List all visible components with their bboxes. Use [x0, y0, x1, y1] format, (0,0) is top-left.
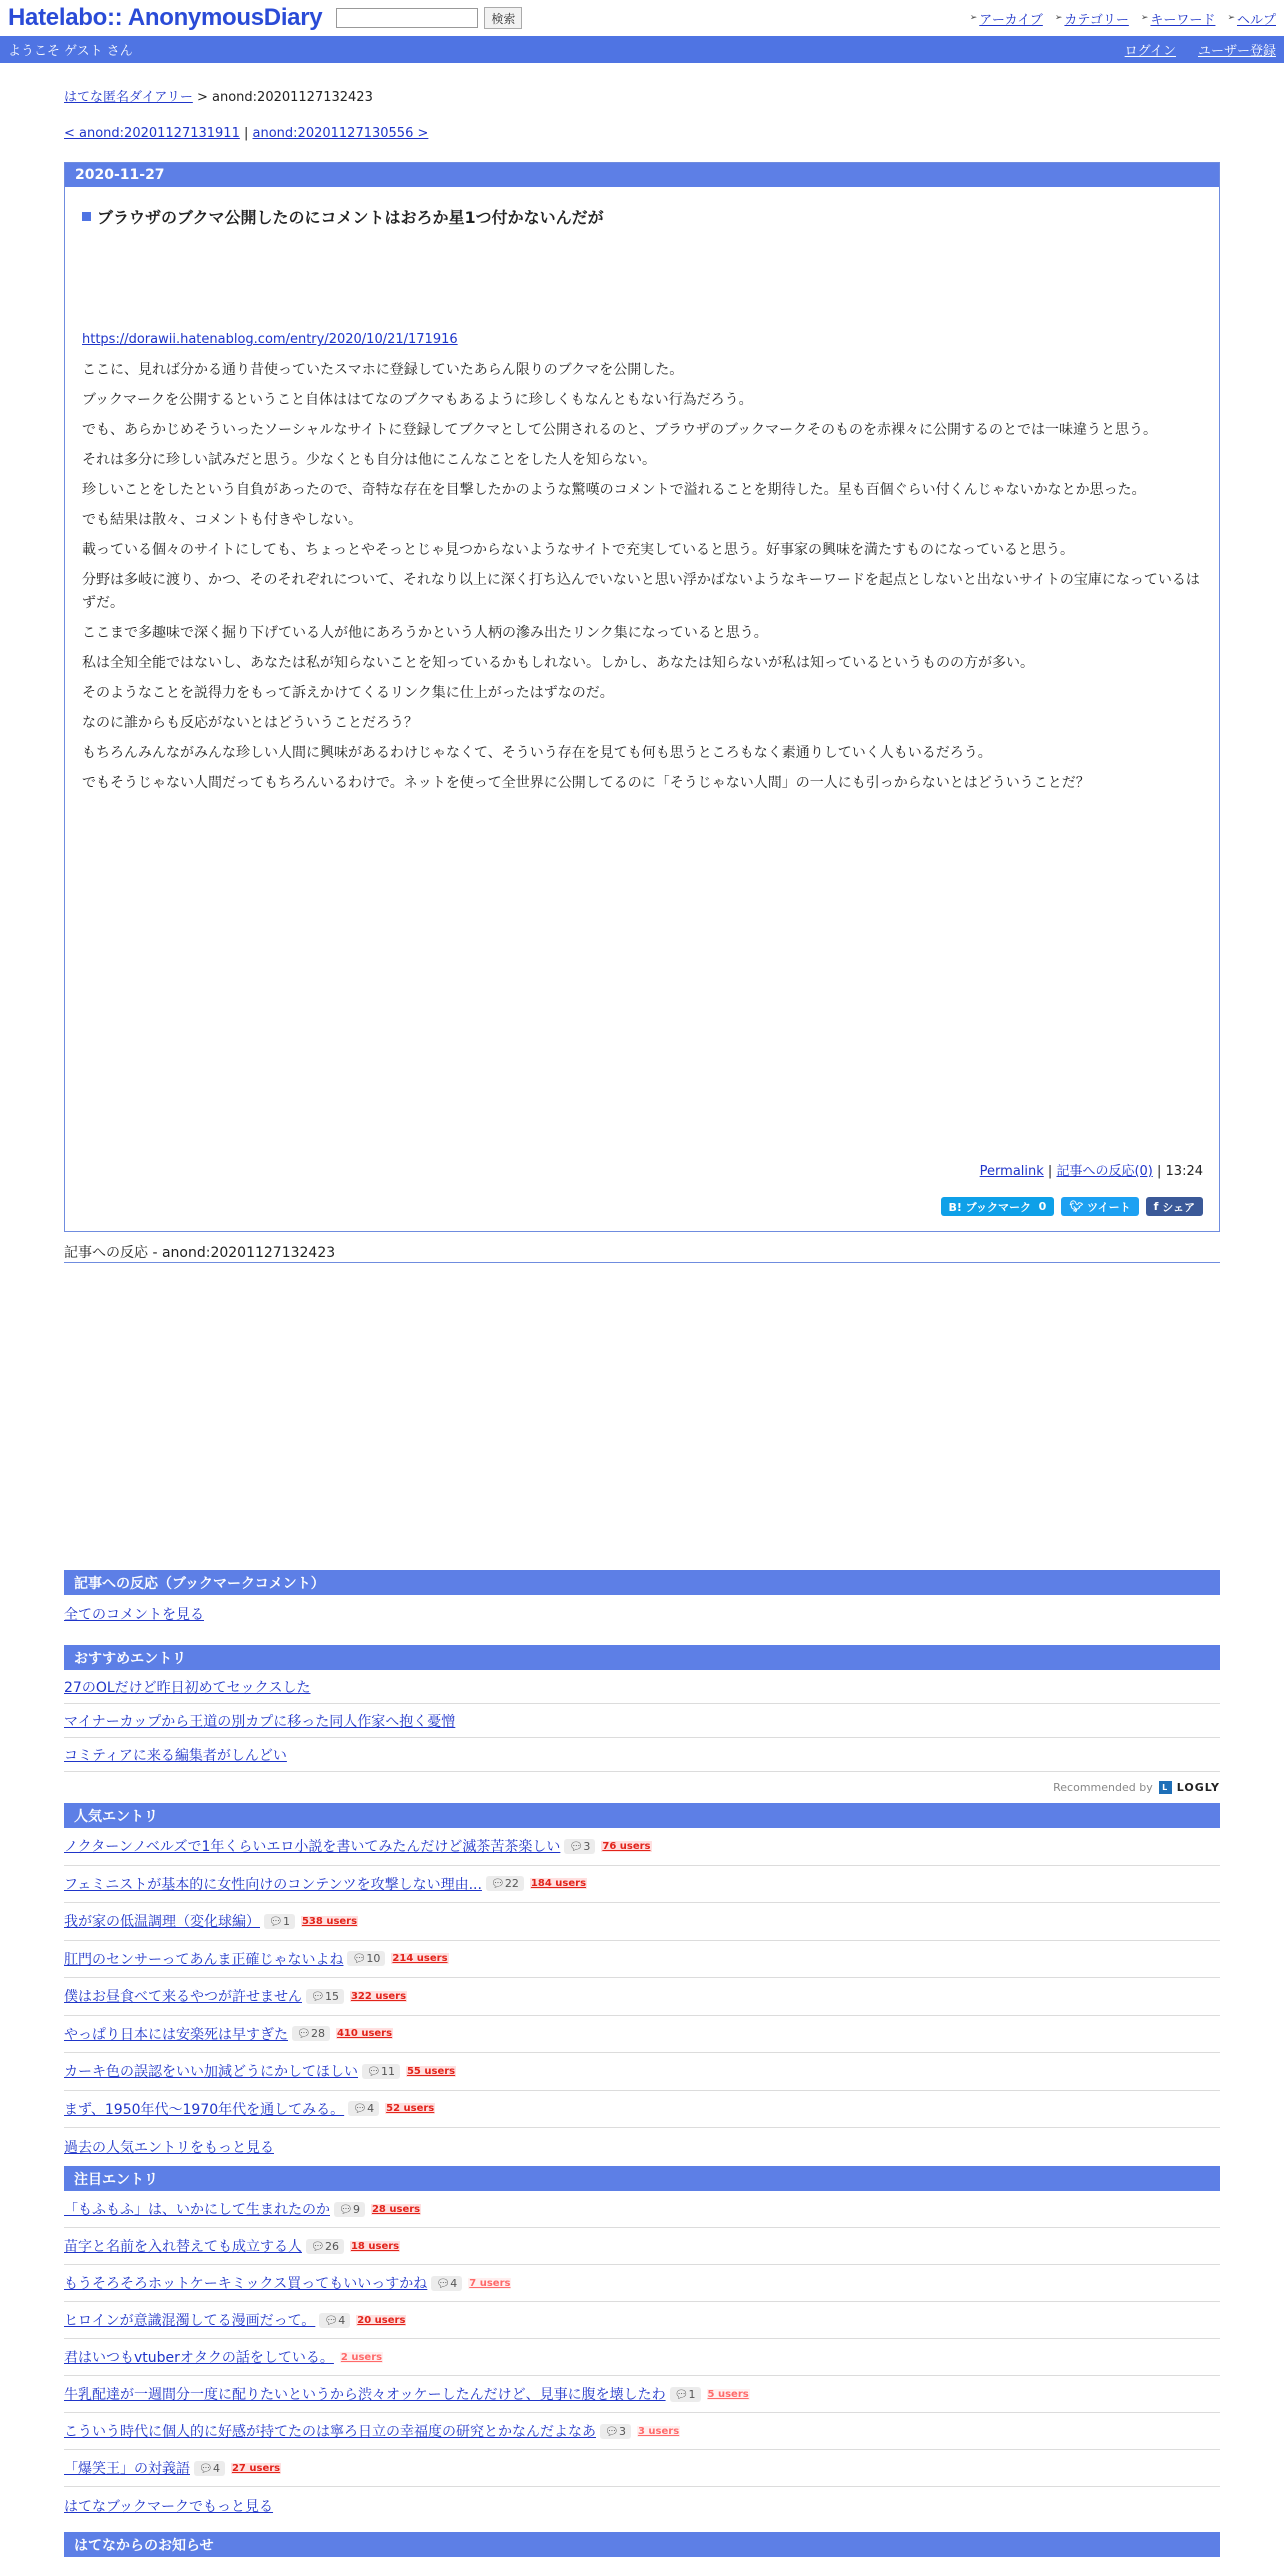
table-row: 我が家の低温調理（変化球編） 💬︎ 1 538 users [64, 1903, 1220, 1941]
paragraph: もちろんみんながみんな珍しい人間に興味があるわけじゃなくて、そういう存在を見ても何も思うところもなく素通りしていく人もいるだろう。 [82, 745, 992, 761]
paragraph: でも、あらかじめそういったソーシャルなサイトに登録してブクマとして公開されるのと、ブラウザのブックマークそのものを赤裸々に公開するのとでは一味違うと思う。 [82, 422, 1158, 438]
see-all-comments-link[interactable]: 全てのコメントを見る [64, 1607, 204, 1623]
bookmark-users[interactable]: 18 users [350, 2240, 400, 2252]
reactions-link[interactable]: 記事への反応(0) [1056, 1164, 1153, 1179]
bookmark-users[interactable]: 28 users [371, 2203, 421, 2215]
entry-meta: Permalink | 記事への反応(0) | 13:24 [979, 1164, 1203, 1179]
table-row: こういう時代に個人的に好感が持てたのは寧ろ日立の幸福度の研究とかなんだよなあ 💬︎ 3 3 users [64, 2413, 1220, 2450]
table-row: カーキ色の誤認をいい加減どうにかしてほしい 💬︎ 11 55 users [64, 2053, 1220, 2091]
arrow-icon: ➢ [969, 13, 978, 23]
hatena-bookmark-count: 0 [1038, 1200, 1047, 1213]
comment-count[interactable]: 💬︎ 10 [347, 1951, 385, 1966]
bookmark-users[interactable]: 214 users [392, 1953, 448, 1965]
top-nav [970, 9, 1276, 28]
entry-time: 13:24 [1165, 1164, 1203, 1179]
arrow-icon: ➢ [1227, 13, 1235, 23]
paragraph: 載っている個々のサイトにしても、ちょっとやそっとじゃ見つからないようなサイトで充実していると思う。好事家の興味を満たすものになっていると思う。 [82, 542, 1075, 558]
table-row: 君はいつもvtuberオタクの話をしている。 2 users [64, 2339, 1220, 2376]
facebook-icon: f [1153, 1200, 1159, 1213]
list-item: マイナーカップから王道の別カプに移った同人作家へ抱く憂憎 [64, 1704, 1220, 1738]
comment-count[interactable]: 💬︎ 4 [431, 2276, 462, 2291]
facebook-share-button[interactable]: f シェア [1146, 1197, 1203, 1216]
table-row: もうそろそろホットケーキミックス買ってもいいっすかね 💬︎ 4 7 users [64, 2265, 1220, 2302]
bookmark-users[interactable]: 322 users [350, 1990, 407, 2002]
list-item: 27のOLだけど昨日初めてセックスした [64, 1670, 1220, 1704]
top-bar [0, 0, 1284, 36]
bookmark-users[interactable]: 52 users [386, 2103, 435, 2115]
bookmark-comments-section [64, 1570, 1220, 1633]
nav-help[interactable]: ➢ ヘルプ [1227, 12, 1276, 28]
diary-day [64, 162, 1220, 1232]
comment-count[interactable]: 💬︎ 1 [670, 2387, 701, 2402]
reactions-title: 記事への反応 - anond:20201127132423 [64, 1242, 1220, 1263]
login-link[interactable]: ログイン [1124, 44, 1176, 59]
arrow-icon: ➢ [1054, 13, 1063, 23]
recommended-by: Recommended by L LOGLY [1053, 1780, 1220, 1794]
table-row: ノクターンノベルズで1年くらいエロ小説を書いてみたんだけど滅茶苦茶楽しい 💬︎ 3 76 users [64, 1828, 1220, 1866]
arrow-icon: ➢ [1140, 13, 1149, 23]
bookmark-users[interactable]: 7 users [469, 2277, 511, 2289]
notice-heading: はてなからのお知らせ [64, 2532, 1220, 2557]
recommended-section [64, 1645, 1220, 1802]
nav-archive[interactable]: ➢ アーカイブ [969, 12, 1043, 28]
paragraph: でも結果は散々、コメントも付きやしない。 [82, 512, 362, 528]
recommended-heading: おすすめエントリ [64, 1645, 1220, 1670]
notice-section [64, 2532, 1220, 2557]
popular-section [64, 1803, 1220, 2166]
table-row: フェミニストが基本的に女性向けのコンテンツを攻撃しない理由... 💬︎ 22 184 users [64, 1866, 1220, 1904]
table-row: 僕はお昼食べて来るやつが許せません 💬︎ 15 322 users [64, 1978, 1220, 2016]
table-row: 「爆笑王」の対義語 💬︎ 4 27 users [64, 2450, 1220, 2487]
prev-entry-link[interactable]: < anond:20201127131911 [64, 126, 240, 141]
search-button[interactable]: 検索 [484, 7, 522, 29]
bookmark-users[interactable]: 76 users [602, 1840, 651, 1852]
table-row: 「もふもふ」は、いかにして生まれたのか 💬︎ 9 28 users [64, 2191, 1220, 2228]
comment-count[interactable]: 💬︎ 15 [306, 1989, 344, 2004]
comment-count[interactable]: 💬︎ 4 [194, 2461, 225, 2476]
bookmark-users[interactable]: 410 users [336, 2028, 393, 2040]
welcome-text: ようこそ ゲスト さん [8, 44, 133, 59]
search-input[interactable] [336, 8, 478, 28]
entry-title: ブラウザのブクマ公開したのにコメントはおろか星1つ付かないんだが [82, 205, 1202, 228]
bookmark-users[interactable]: 3 users [637, 2425, 680, 2437]
hatena-bookmark-button[interactable]: B! ブックマーク 0 [941, 1197, 1055, 1216]
paragraph: 分野は多岐に渡り、かつ、そのそれぞれについて、それなり以上に深く打ち込んでいないと思い浮かばないようなキーワードを起点としないと出ないサイトの宝庫になっているはずだ。 [82, 572, 1200, 611]
table-row: やっぱり日本には安楽死は早すぎた 💬︎ 28 410 users [64, 2016, 1220, 2054]
paragraph: そのようなことを説得力をもって訴えかけてくるリンク集に仕上がったはずなのだ。 [82, 685, 614, 701]
permalink[interactable]: Permalink [979, 1164, 1044, 1179]
bookmark-users[interactable]: 538 users [301, 1915, 358, 1927]
table-row: 牛乳配達が一週間分一度に配りたいというから渋々オッケーしたんだけど、見事に腹を壊したわ 💬︎ 1 5 users [64, 2376, 1220, 2413]
nav-keyword[interactable]: ➢ キーワード [1140, 12, 1216, 28]
table-row: まず、1950年代〜1970年代を通してみる。 💬︎ 4 52 users [64, 2091, 1220, 2129]
table-row: 苗字と名前を入れ替えても成立する人 💬︎ 26 18 users [64, 2228, 1220, 2265]
bookmark-users[interactable]: 27 users [231, 2462, 281, 2474]
day-date: 2020-11-27 [65, 163, 1219, 187]
entry-pager: < anond:20201127131911 | anond:20201127130556 > [64, 126, 429, 141]
comment-count[interactable]: 💬︎ 22 [486, 1876, 524, 1891]
entry-url-link[interactable]: https://dorawii.hatenablog.com/entry/2020/10/21/171916 [82, 332, 458, 347]
hot-heading: 注目エントリ [64, 2166, 1220, 2191]
paragraph: ここまで多趣味で深く掘り下げている人が他にあろうかという人柄の滲み出たリンク集になっていると思う。 [82, 625, 768, 641]
paragraph: 珍しいことをしたという自負があったので、奇特な存在を目撃したかのような驚嘆のコメントで溢れることを期待した。星も百個ぐらい付くんじゃないかなとか思った。 [82, 482, 1146, 498]
comment-count[interactable]: 💬︎ 4 [319, 2313, 350, 2328]
table-row: 肛門のセンサーってあんま正確じゃないよね 💬︎ 10 214 users [64, 1941, 1220, 1979]
user-bar [0, 36, 1284, 63]
entry-body [82, 359, 1202, 795]
tweet-button[interactable]: 🐦︎ ツイート [1061, 1197, 1138, 1216]
breadcrumb: はてな匿名ダイアリー > anond:20201127132423 [64, 90, 373, 105]
table-row: ヒロインが意識混濁してる漫画だって。 💬︎ 4 20 users [64, 2302, 1220, 2339]
paragraph: 私は全知全能ではないし、あなたは私が知らないことを知っているかもしれない。しかし、あなたは知らないが私は知っているというものの方が多い。 [82, 655, 1034, 671]
register-link[interactable]: ユーザー登録 [1197, 44, 1276, 59]
comment-count[interactable]: 💬︎ 9 [334, 2202, 365, 2217]
breadcrumb-home[interactable]: はてな匿名ダイアリー [64, 90, 193, 105]
bookmark-users[interactable]: 2 users [340, 2351, 383, 2363]
paragraph: なのに誰からも反応がないとはどういうことだろう？ [82, 715, 418, 731]
twitter-icon: 🐦︎ [1069, 1200, 1084, 1213]
paragraph: ここに、見れば分かる通り昔使っていたスマホに登録していたあらん限りのブクマを公開した。 [82, 362, 684, 378]
bookmark-users[interactable]: 55 users [406, 2065, 456, 2077]
entry-square-icon[interactable] [82, 212, 91, 221]
list-item: コミティアに来る編集者がしんどい [64, 1738, 1220, 1772]
more-popular-link[interactable]: 過去の人気エントリをもっと見る [64, 2140, 274, 2156]
paragraph: それは多分に珍しい試みだと思う。少なくとも自分は他にこんなことをした人を知らない。 [82, 452, 656, 468]
bookmark-comments-heading: 記事への反応（ブックマークコメント） [64, 1570, 1220, 1595]
comment-count[interactable]: 💬︎ 28 [292, 2026, 330, 2041]
bookmark-users[interactable]: 5 users [707, 2388, 749, 2400]
breadcrumb-current: anond:20201127132423 [212, 90, 373, 105]
comment-count[interactable]: 💬︎ 3 [564, 1839, 595, 1854]
comment-count[interactable]: 💬︎ 3 [600, 2424, 631, 2439]
comment-count[interactable]: 💬︎ 1 [264, 1914, 295, 1929]
bookmark-users[interactable]: 184 users [530, 1878, 587, 1890]
popular-heading: 人気エントリ [64, 1803, 1220, 1828]
next-entry-link[interactable]: anond:20201127130556 > [252, 126, 429, 141]
nav-category[interactable]: ➢ カテゴリー [1054, 12, 1129, 28]
share-buttons [941, 1197, 1203, 1216]
comment-count[interactable]: 💬︎ 26 [306, 2239, 344, 2254]
paragraph: でもそうじゃない人間だってもちろんいるわけで。ネットを使って全世界に公開してるのに「そうじゃない人間」の一人にも引っからないとはどういうことだ？ [82, 775, 1090, 791]
more-hot-link[interactable]: はてなブックマークでもっと見る [64, 2499, 274, 2515]
site-logo[interactable]: Hatelabo:: AnonymousDiary [8, 4, 323, 31]
comment-count[interactable]: 💬︎ 11 [362, 2064, 400, 2079]
bookmark-users[interactable]: 20 users [357, 2314, 406, 2326]
logly-logo[interactable]: L LOGLY [1159, 1781, 1220, 1794]
paragraph: ブックマークを公開するということ自体ははてなのブクマもあるように珍しくもなんともない行為だろう。 [82, 392, 753, 408]
logly-icon: L [1159, 1781, 1172, 1794]
hot-section [64, 2166, 1220, 2525]
comment-count[interactable]: 💬︎ 4 [348, 2101, 379, 2116]
